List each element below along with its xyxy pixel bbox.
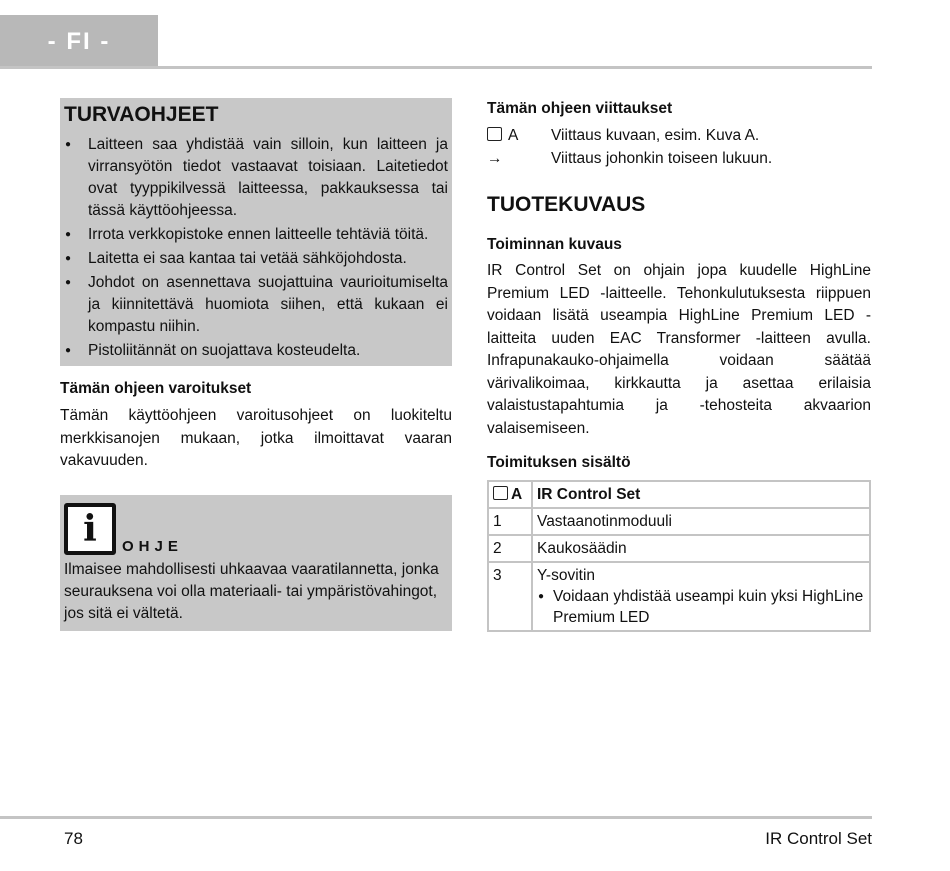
table-item-subnote: ● Voidaan yhdistää useampi kuin yksi HighLine Premium LED bbox=[537, 586, 865, 628]
references-heading: Tämän ohjeen viittaukset bbox=[487, 100, 673, 117]
table-row bbox=[488, 562, 870, 631]
safety-title: TURVAOHJEET bbox=[64, 103, 219, 126]
note-label: OHJE bbox=[122, 537, 183, 555]
right-column bbox=[487, 98, 871, 632]
note-header bbox=[64, 503, 448, 555]
warnings-heading: Tämän ohjeen varoitukset bbox=[60, 380, 252, 397]
table-cell-text: Vastaanotinmoduuli bbox=[532, 508, 870, 535]
table-item-text: Y-sovitin bbox=[537, 567, 596, 584]
left-column bbox=[60, 98, 452, 631]
table-header-title: IR Control Set bbox=[532, 481, 870, 508]
footer-divider bbox=[0, 816, 872, 819]
safety-item: ● Irrota verkkopistoke ennen laitteelle tehtäviä töitä. bbox=[64, 224, 448, 246]
table-header-symbol: A bbox=[488, 481, 532, 508]
contents-table bbox=[487, 480, 871, 632]
safety-item: ● Laitetta ei saa kantaa tai vetää sähköjohdosta. bbox=[64, 248, 448, 270]
reference-symbol: A bbox=[508, 127, 519, 144]
table-cell-text: Kaukosäädin bbox=[532, 535, 870, 562]
safety-item: ● Johdot on asennettava suojattuina vaurioitumiselta ja kiinnitettävä huomiota siihen, että kukaan ei kompastu niihin. bbox=[64, 272, 448, 338]
footer-doc-title: IR Control Set bbox=[765, 829, 872, 848]
product-title: TUOTEKUVAUS bbox=[487, 193, 646, 216]
contents-heading: Toimituksen sisältö bbox=[487, 454, 631, 471]
safety-section bbox=[60, 98, 452, 366]
figure-square-icon bbox=[493, 486, 508, 500]
info-icon bbox=[64, 503, 116, 555]
header-divider bbox=[0, 66, 872, 69]
table-cell-num: 3 bbox=[488, 562, 532, 631]
table-cell-num: 1 bbox=[488, 508, 532, 535]
function-text: IR Control Set on ohjain jopa kuudelle HighLine Premium LED -laitteelle. Tehonkulutuksesta riippuen voidaan lisätä useampia HighLine Premium LED -laitteita uuden EAC Transformer -laitteen avulla. Infrapunakauko-ohjaimella voidaan säätää värivalikoimaa, kirkkautta ja asettaa erilaisia valaistustapahtumia ja -tehosteita akvaarion valaisemiseen. bbox=[487, 262, 871, 437]
reference-text: Viittaus johonkin toiseen lukuun. bbox=[551, 150, 773, 167]
references-list bbox=[487, 124, 871, 170]
reference-text: Viittaus kuvaan, esim. Kuva A. bbox=[551, 127, 760, 144]
warnings-section bbox=[60, 378, 452, 473]
function-heading: Toiminnan kuvaus bbox=[487, 236, 622, 253]
reference-row bbox=[487, 124, 871, 147]
page-number: 78 bbox=[64, 829, 83, 848]
safety-list bbox=[64, 134, 448, 362]
info-icon-glyph: i bbox=[83, 507, 97, 550]
safety-item: ● Laitteen saa yhdistää vain silloin, kun laitteen ja virransyötön tiedot vastaavat toisiaan. Laitetiedot ovat tyyppikilvessä laitteessa, pakkauksessa tai tässä käyttöohjeessa. bbox=[64, 134, 448, 222]
table-row bbox=[488, 535, 870, 562]
table-header-row bbox=[488, 481, 870, 508]
table-row bbox=[488, 508, 870, 535]
safety-item: ● Pistoliitännät on suojattava kosteudelta. bbox=[64, 340, 448, 362]
language-tab: - FI - bbox=[0, 15, 158, 68]
warnings-text: Tämän käyttöohjeen varoitusohjeet on luokiteltu merkkisanojen mukaan, jotka ilmoittavat vaaran vakavuuden. bbox=[60, 407, 452, 469]
note-text: Ilmaisee mahdollisesti uhkaavaa vaaratilannetta, jonka seurauksena voi olla materiaali- tai ympäristövahingot, jos sitä ei vältetä. bbox=[64, 560, 439, 622]
arrow-icon: → bbox=[487, 150, 503, 167]
table-cell-text bbox=[532, 562, 870, 631]
table-cell-num: 2 bbox=[488, 535, 532, 562]
note-box bbox=[60, 495, 452, 631]
figure-square-icon bbox=[487, 127, 502, 141]
reference-row bbox=[487, 147, 871, 170]
